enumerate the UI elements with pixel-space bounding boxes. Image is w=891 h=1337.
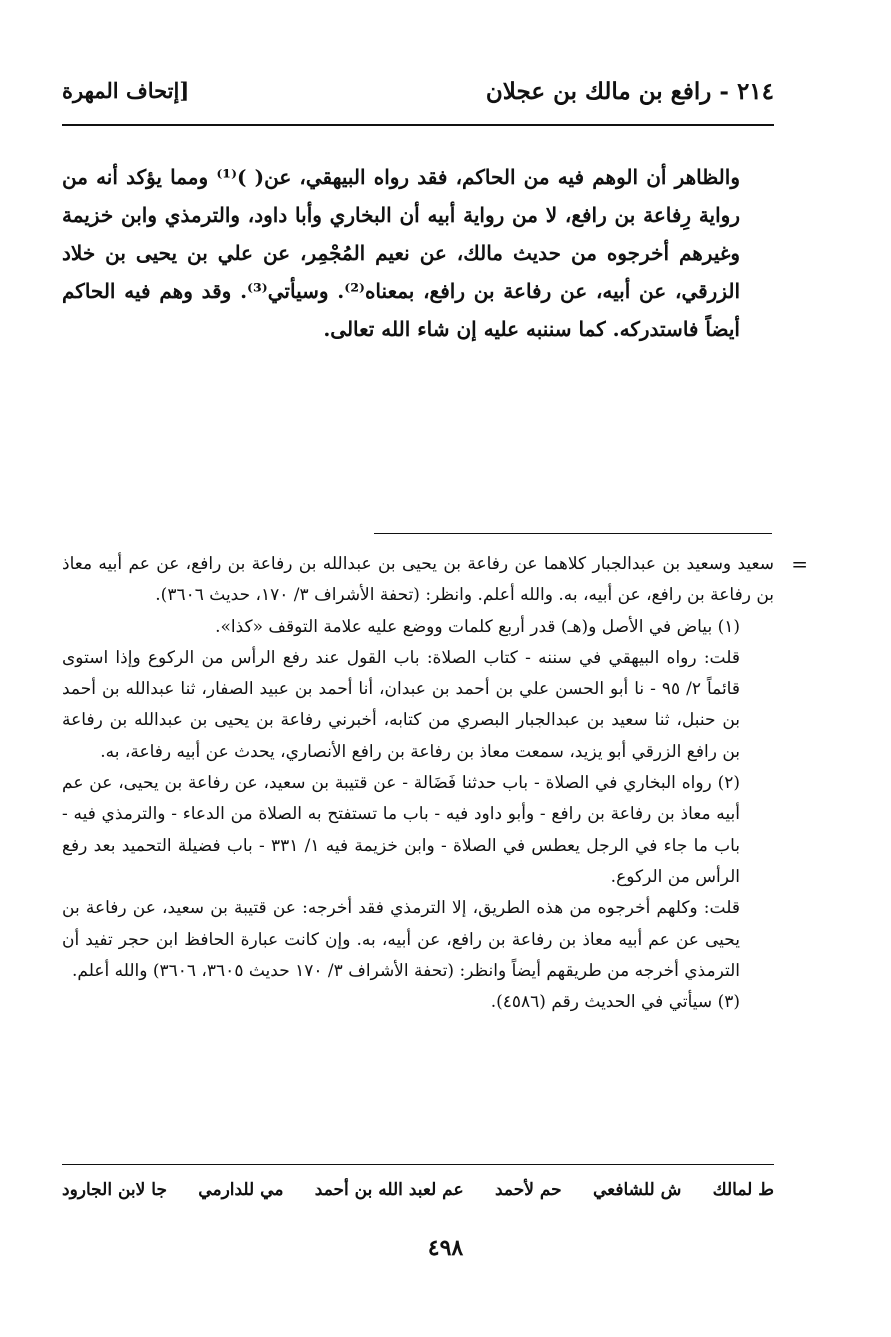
- footnote-3: (٣) سيأتي في الحديث رقم (٤٥٨٦).: [490, 992, 740, 1013]
- abbreviation-item: حم لأحمد: [494, 1180, 562, 1200]
- abbreviations-divider: [62, 1164, 774, 1165]
- footnote-continuation: سعيد وسعيد بن عبدالجبار كلاهما عن رفاعة بن يحيى بن عبدالله بن رفاعة بن رافع، عن عم أبيه معاذ بن رفاعة بن رافع، عن أبيه، به. والله أعلم. وانظر: (تحفة الأشراف ٣/ ١٧٠، حديث ٣٦٠٦).: [62, 554, 774, 606]
- abbreviation-item: ش للشافعي: [593, 1180, 682, 1200]
- footnotes-divider: [374, 533, 772, 534]
- book-title: [إتحاف المهرة: [62, 78, 190, 103]
- abbreviation-item: جا لابن الجارود: [62, 1180, 167, 1200]
- abbreviation-item: ط لمالك: [712, 1180, 774, 1200]
- abbreviation-item: مي للدارمي: [198, 1180, 284, 1200]
- footnotes: [62, 549, 808, 1018]
- footnote-1: (١) بياض في الأصل و(هـ) قدر أربع كلمات ووضع عليه علامة التوقف «كذا».: [215, 616, 740, 637]
- page-header: [62, 78, 774, 112]
- abbreviations-key: [62, 1180, 774, 1200]
- abbreviation-item: عم لعبد الله بن أحمد: [314, 1180, 464, 1200]
- header-divider: [62, 124, 774, 126]
- main-paragraph: والظاهر أن الوهم فيه من الحاكم، فقد رواه البيهقي، عن( )⁽¹⁾ ومما يؤكد أنه من رواية رِفاعة بن رافع، لا من رواية أبيه أن البخاري وأبا داود، والترمذي وابن خزيمة وغيرهم أخرجوه من حديث مالك، عن نعيم المُجْمِر، عن علي بن يحيى بن خلاد الزرقي، عن أبيه، عن رفاعة بن رافع، بمعناه⁽²⁾. وسيأتي⁽³⁾. وقد وهم فيه الحاكم أيضاً فاستدركه. كما سننبه عليه إن شاء الله تعالى.: [62, 165, 741, 341]
- page-number: ٤٩٨: [427, 1235, 464, 1261]
- footnote-2-comment: قلت: وكلهم أخرجوه من هذه الطريق، إلا الترمذي فقد أخرجه: عن قتيبة بن سعيد، عن رفاعة بن يحيى عن عم أبيه معاذ بن رفاعة بن رافع، عن أبيه، به. وإن كانت عبارة الحافظ ابن حجر تفيد أن الترمذي أخرجه من طريقهم أيضاً وانظر: (تحفة الأشراف ٣/ ١٧٠ حديث ٣٦٠٥، ٣٦٠٦) والله أعلم.: [62, 898, 740, 981]
- main-text: [62, 158, 774, 348]
- footnote-1-comment: قلت: رواه البيهقي في سننه - كتاب الصلاة: باب القول عند رفع الرأس من الركوع وإذا استوى قائماً ٢/ ٩٥ - نا أبو الحسن علي بن أحمد بن عبدان، أنا أحمد بن عبيد الصفار، ثنا عبدالله بن أحمد بن حنبل، ثنا سعيد بن عبدالجبار البصري من كتابه، أخبرني رفاعة بن يحيى بن عبدالله بن رفاعة بن رافع الزرقي أبو يزيد، سمعت معاذ بن رفاعة بن رافع الأنصاري، يحدث عن أبيه رفاعة، به.: [62, 647, 740, 762]
- footnote-2: (٢) رواه البخاري في الصلاة - باب حدثنا فَضَالة - عن قتيبة بن سعيد، عن رفاعة بن يحيى، عن عم أبيه معاذ بن رفاعة بن رافع - وأبو داود فيه - باب ما تستفتح به الصلاة من الدعاء - والترمذي فيه - باب ما جاء في الرجل يعطس في الصلاة - وابن خزيمة فيه ١/ ٣٣١ - باب فضيلة التحميد بعد رفع الرأس من الركوع.: [62, 773, 741, 887]
- entry-title: ٢١٤ - رافع بن مالك بن عجلان: [485, 78, 774, 105]
- continuation-marker: =: [791, 552, 808, 576]
